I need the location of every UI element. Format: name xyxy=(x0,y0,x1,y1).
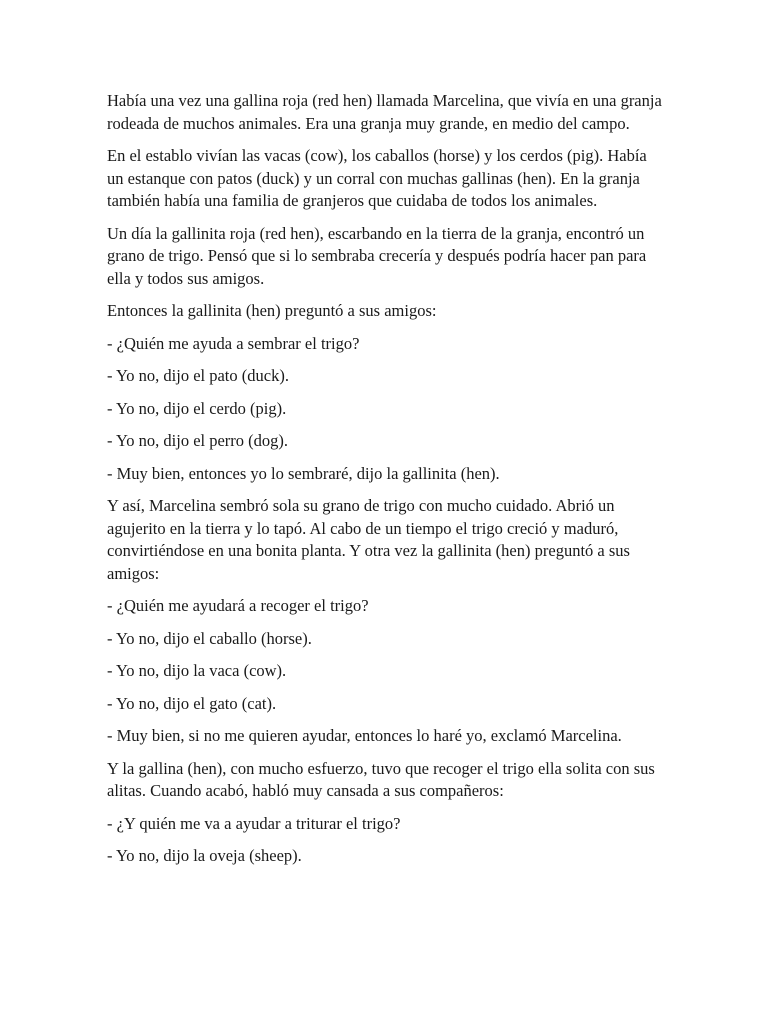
dialogue-line: - Yo no, dijo la oveja (sheep). xyxy=(107,846,302,865)
dialogue-line: - Yo no, dijo el gato (cat). xyxy=(107,693,277,713)
paragraph-intro: Había una vez una gallina roja (red hen) llamada Marcelina, que vivía en una granja rodeada de muchos animales. Era una granja muy grande, en medio del campo. xyxy=(107,91,662,133)
dialogue-line: - Muy bien, entonces yo lo sembraré, dijo la gallinita (hen). xyxy=(107,463,500,483)
document-body xyxy=(107,90,663,878)
dialogue-line: - ¿Quién me ayuda a sembrar el trigo? xyxy=(107,333,360,353)
dialogue-line: - Yo no, dijo el caballo (horse). xyxy=(107,628,312,648)
paragraph-wheat-grows: Y así, Marcelina sembró sola su grano de trigo con mucho cuidado. Abrió un agujerito en la tierra y lo tapó. Al cabo de un tiempo el trigo creció y maduró, convirtiéndose en una bonita planta. Y otra vez la gallinita (hen) preguntó a sus amigos: xyxy=(107,496,630,583)
dialogue-line: - Yo no, dijo el perro (dog). xyxy=(107,431,289,450)
dialogue-line: - ¿Quién me ayudará a recoger el trigo? xyxy=(107,596,369,615)
paragraph-wheat-grain: Un día la gallinita roja (red hen), escarbando en la tierra de la granja, encontró un grano de trigo. Pensó que si lo sembraba crecería y después podría hacer pan para ella y todos sus amigos. xyxy=(107,223,647,288)
dialogue-line: - Yo no, dijo el pato (duck). xyxy=(107,366,289,385)
paragraph-asks-friends: Entonces la gallinita (hen) preguntó a sus amigos: xyxy=(107,301,437,320)
dialogue-line: - Yo no, dijo el cerdo (pig). xyxy=(107,398,287,418)
dialogue-line: - Muy bien, si no me quieren ayudar, entonces lo haré yo, exclamó Marcelina. xyxy=(107,726,622,745)
paragraph-harvest: Y la gallina (hen), con mucho esfuerzo, tuvo que recoger el trigo ella solita con sus alitas. Cuando acabó, habló muy cansada a sus compañeros: xyxy=(107,758,655,800)
dialogue-line: - ¿Y quién me va a ayudar a triturar el trigo? xyxy=(107,813,401,833)
paragraph-farm-animals: En el establo vivían las vacas (cow), los caballos (horse) y los cerdos (pig). Había un estanque con patos (duck) y un corral con muchas gallinas (hen). En la granja también había una familia de granjeros que cuidaba de todos los animales. xyxy=(107,146,647,210)
dialogue-line: - Yo no, dijo la vaca (cow). xyxy=(107,661,287,680)
